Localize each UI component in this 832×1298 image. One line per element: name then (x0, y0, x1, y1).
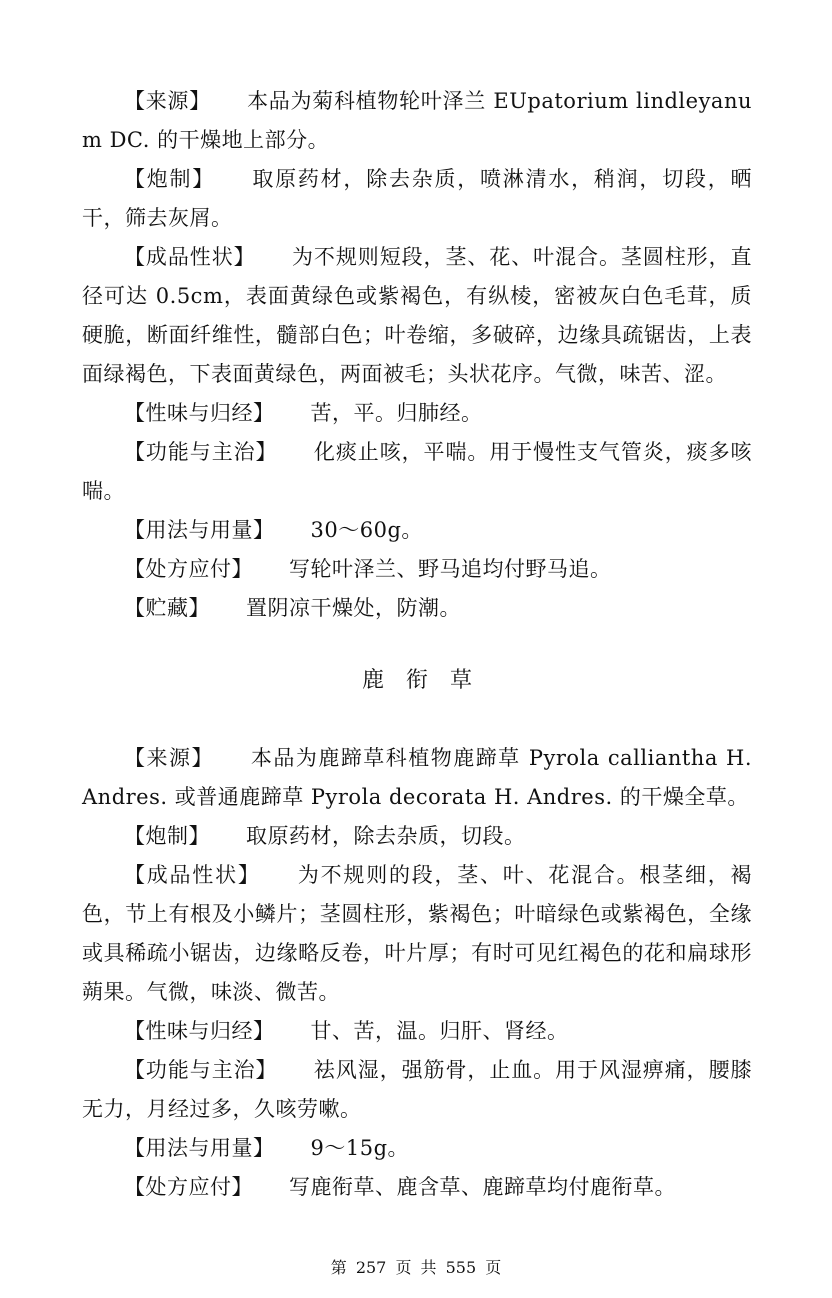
section-title: 鹿衔草 (361, 668, 494, 693)
term-text: 为不规则短段，茎、花、叶混合。茎圆柱形，直径可达 0.5cm，表面黄绿色或紫褐色，有纵棱，密被灰白色毛茸，质硬脆，断面纤维性，髓部白色；叶卷缩，多破碎，边缘具疏锯齿，上表面绿褐色，下表面黄绿色，两面被毛；头状花序。气微，味苦、涩。 (82, 245, 753, 386)
paragraph-prescription (82, 1168, 752, 1207)
page-content (82, 82, 752, 1207)
section-luxiancao (82, 739, 752, 1207)
paragraph-nature-meridian (82, 1012, 752, 1051)
term-text: 化痰止咳，平喘。用于慢性支气管炎，痰多咳喘。 (82, 440, 753, 503)
term-label: 【炮制】 (124, 167, 216, 191)
term-label: 【贮藏】 (124, 596, 210, 620)
term-text: 苦，平。归肺经。 (310, 401, 483, 425)
term-label: 【来源】 (124, 89, 211, 113)
term-text: 30～60g。 (310, 518, 423, 542)
section-lunye-zelan (82, 82, 752, 628)
term-text: 9～15g。 (310, 1136, 410, 1160)
term-text: 取原药材，除去杂质，切段。 (246, 824, 526, 848)
term-label: 【来源】 (124, 746, 214, 770)
term-text: 置阴凉干燥处，防潮。 (246, 596, 461, 620)
term-label: 【处方应付】 (124, 1175, 253, 1199)
page-number-footer: 第 257 页 共 555 页 (330, 1258, 502, 1277)
term-text: 取原药材，除去杂质，喷淋清水，稍润，切段，晒干，筛去灰屑。 (82, 167, 752, 230)
term-text: 本品为菊科植物轮叶泽兰 EUpatorium lindleyanum DC. 的干燥地上部分。 (82, 89, 753, 152)
term-label: 【功能与主治】 (124, 440, 278, 464)
paragraph-source (82, 739, 752, 817)
term-label: 【用法与用量】 (124, 518, 275, 542)
term-label: 【性味与归经】 (124, 1019, 275, 1043)
term-label: 【炮制】 (124, 824, 210, 848)
paragraph-storage (82, 589, 752, 628)
paragraph-appearance (82, 856, 752, 1012)
term-text: 写鹿衔草、鹿含草、鹿蹄草均付鹿衔草。 (289, 1175, 676, 1199)
paragraph-nature-meridian (82, 394, 752, 433)
term-label: 【成品性状】 (124, 245, 256, 269)
term-text: 本品为鹿蹄草科植物鹿蹄草 Pyrola calliantha H. Andres. 或普通鹿蹄草 Pyrola decorata H. Andres. 的干燥全草。 (82, 746, 752, 809)
paragraph-function (82, 1051, 752, 1129)
term-label: 【性味与归经】 (124, 401, 275, 425)
term-text: 祛风湿，强筋骨，止血。用于风湿痹痛，腰膝无力，月经过多，久咳劳嗽。 (82, 1058, 753, 1121)
paragraph-dosage (82, 1129, 752, 1168)
paragraph-processing (82, 160, 752, 238)
paragraph-appearance (82, 238, 752, 394)
term-label: 【功能与主治】 (124, 1058, 278, 1082)
term-text: 写轮叶泽兰、野马追均付野马追。 (289, 557, 612, 581)
paragraph-dosage (82, 511, 752, 550)
term-label: 【处方应付】 (124, 557, 253, 581)
term-label: 【用法与用量】 (124, 1136, 275, 1160)
term-label: 【成品性状】 (124, 863, 261, 887)
term-text: 为不规则的段，茎、叶、花混合。根茎细，褐色，节上有根及小鳞片；茎圆柱形，紫褐色；叶暗绿色或紫褐色，全缘或具稀疏小锯齿，边缘略反卷，叶片厚；有时可见红褐色的花和扁球形蒴果。气微，味淡、微苦。 (82, 863, 753, 1004)
term-text: 甘、苦，温。归肝、肾经。 (310, 1019, 569, 1043)
paragraph-processing (82, 817, 752, 856)
paragraph-prescription (82, 550, 752, 589)
paragraph-function (82, 433, 752, 511)
paragraph-source (82, 82, 752, 160)
